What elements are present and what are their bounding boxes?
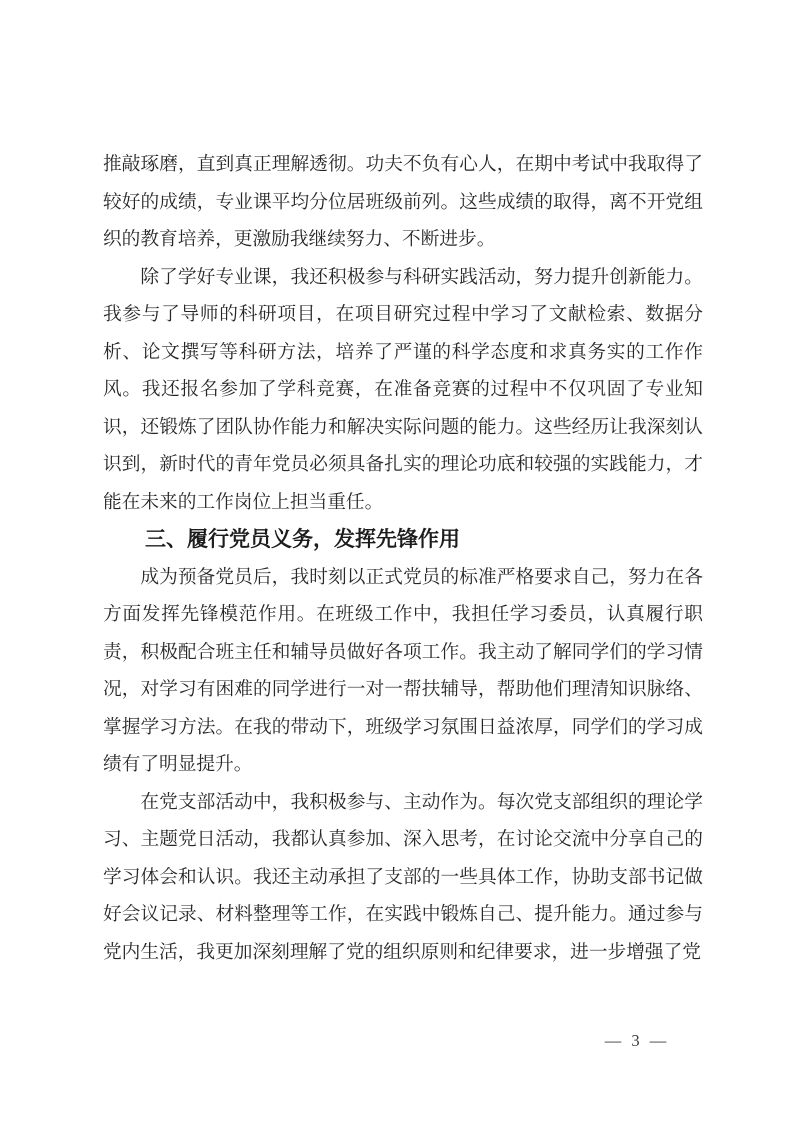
body-paragraph-continuation: 推敲琢磨，直到真正理解透彻。功夫不负有心人，在期中考试中我取得了较好的成绩，专业课平均分位居班级前列。这些成绩的取得，离不开党组织的教育培养，更激励我继续努力、不断进步。 — [103, 154, 703, 250]
body-paragraph: 在党支部活动中，我积极参与、主动作为。每次党支部组织的理论学习、主题党日活动，我都认真参加、深入思考，在讨论交流中分享自己的学习体会和认识。我还主动承担了支部的一些具体工作，协助支部书记做好会议记录、材料整理等工作，在实践中锻炼自己、提升能力。通过参与党内生活，我更加深刻理解了党的组织原则和纪律要求，进一步增强了党 — [103, 791, 703, 963]
document-text-block — [103, 146, 703, 971]
section-heading: 三、履行党员义务，发挥先锋作用 — [145, 528, 460, 551]
body-paragraph: 成为预备党员后，我时刻以正式党员的标准严格要求自己，努力在各方面发挥先锋模范作用。在班级工作中，我担任学习委员，认真履行职责，积极配合班主任和辅导员做好各项工作。我主动了解同学们的学习情况，对学习有困难的同学进行一对一帮扶辅导，帮助他们理清知识脉络、掌握学习方法。在我的带动下，班级学习氛围日益浓厚，同学们的学习成绩有了明显提升。 — [103, 566, 703, 775]
page-number: — 3 — — [604, 1031, 670, 1050]
body-paragraph: 除了学好专业课，我还积极参与科研实践活动，努力提升创新能力。我参与了导师的科研项目，在项目研究过程中学习了文献检索、数据分析、论文撰写等科研方法，培养了严谨的科学态度和求真务实的工作作风。我还报名参加了学科竞赛，在准备竞赛的过程中不仅巩固了专业知识，还锻炼了团队协作能力和解决实际问题的能力。这些经历让我深刻认识到，新时代的青年党员必须具备扎实的理论功底和较强的实践能力，才能在未来的工作岗位上担当重任。 — [103, 266, 703, 513]
